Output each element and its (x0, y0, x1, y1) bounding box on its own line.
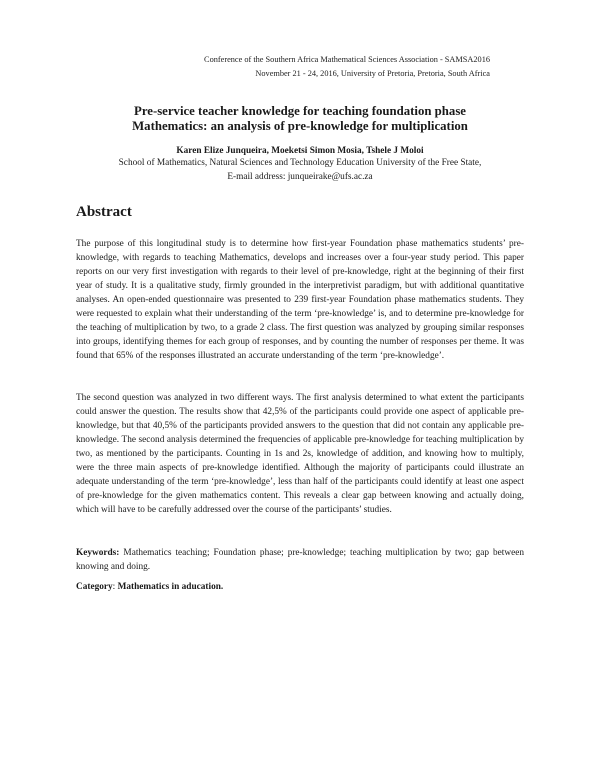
category-label: Category (76, 582, 113, 592)
abstract-paragraph-1: The purpose of this longitudinal study is to determine how first-year Foundation phase mathematics students’ pre-knowledge, with regards to teaching Mathematics, develops and increases over a four-year study period. This paper reports on our very first investigation with regards to their level of pre-knowledge, right at the beginning of their first year of study. It is a qualitative study, firmly grounded in the interpretivist paradigm, but with additional quantitative analyses. An open-ended questionnaire was presented to 239 first-year Foundation phase mathematics students. They were requested to explain what their understanding of the term ‘pre-knowledge’ is, and to determine pre-knowledge for the teaching of multiplication by two, to a grade 2 class. The first question was analyzed by grouping similar responses into groups, identifying themes for each group of responses, and by counting the number of responses per theme. It was found that 65% of the responses illustrated an accurate understanding of the term ‘pre-knowledge’. (76, 239, 524, 362)
conference-dates-venue: November 21 - 24, 2016, University of Pretoria, Pretoria, South Africa (255, 68, 490, 78)
keywords (76, 546, 524, 574)
affiliation-block (60, 156, 540, 184)
abstract-heading: Abstract (76, 204, 132, 220)
affiliation: School of Mathematics, Natural Sciences and Technology Education University of the Free State, (118, 158, 482, 168)
keywords-label: Keywords: (76, 548, 120, 558)
abstract-paragraph-2: The second question was analyzed in two different ways. The first analysis determined to what extent the participants could answer the question. The results show that 42,5% of the participants could provide one aspect of applicable pre-knowledge, but that 40,5% of the participants provided answers to the question that did not contain any applicable pre-knowledge. The second analysis determined the frequencies of applicable pre-knowledge for teaching multiplication by two, as mentioned by the participants. Counting in 1s and 2s, knowledge of addition, and knowing how to multiply, were the three main aspects of pre-knowledge identified. Although the majority of participants could illustrate an adequate understanding of the term ‘pre-knowledge’, less than half of the participants could identify at least one aspect of pre-knowledge for the given mathematics content. This reveals a clear gap between knowing and actually doing, which will have to be carefully addressed over the course of the participants’ studies. (76, 393, 524, 516)
category-separator: : (112, 582, 116, 592)
paper-title (76, 104, 524, 133)
conference-name: Conference of the Southern Africa Mathematical Sciences Association - SAMSA2016 (204, 55, 490, 64)
title-line-1: Pre-service teacher knowledge for teaching foundation phase (134, 104, 466, 118)
category-text: Mathematics in aducation. (117, 582, 224, 592)
category (76, 580, 524, 594)
author-list: Karen Elize Junqueira, Moeketsi Simon Mosia, Tshele J Moloi (176, 146, 424, 156)
keywords-text: Mathematics teaching; Foundation phase; pre-knowledge; teaching multiplication by two; gap between knowing and doing. (76, 548, 525, 573)
conference-header (204, 53, 490, 80)
email-address: E-mail address: junqueirake@ufs.ac.za (227, 172, 373, 182)
title-line-2: Mathematics: an analysis of pre-knowledge for multiplication (132, 118, 468, 133)
